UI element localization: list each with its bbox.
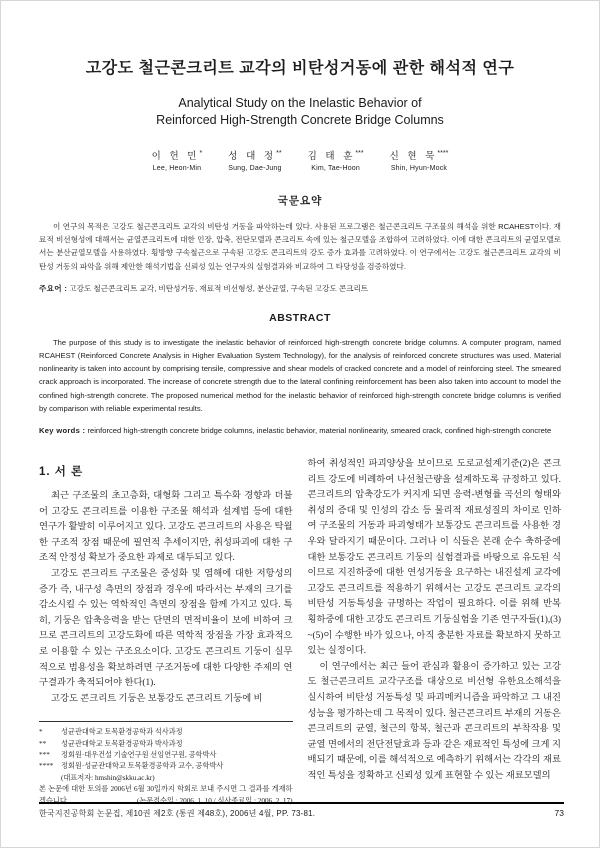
footer-row <box>39 808 564 819</box>
footnote-text: 정회원·대우건설 기술연구원 선임연구원, 공학박사 <box>61 750 217 759</box>
body-columns <box>39 457 561 807</box>
body-paragraph: 최근 구조물의 초고층화, 대형화 그리고 특수화 경향과 더불어 고강도 콘크리트를 이용한 구조물 해석과 설계법 등에 대한 연구가 활발히 이루어지고 있다. 고강도 콘크리트의 사용은 탁월한 구조적 장점 때문에 필연적 추세이지만, 취성파괴에 대한 구조적 안정성 확보가 중요한 과제로 대두되고 있다. <box>39 491 293 564</box>
body-paragraph: 하여 취성적인 파괴양상을 보이므로 도로교설계기준(2)은 콘크리트 강도에 비례하여 나선철근량을 설계하도록 규정하고 있다. 콘크리트의 압축강도가 커지게 되면 응력-변형률 곡선의 형태와 취성의 증대 및 인성의 감소 등 물리적 재료성질의 차이로 인하여 구조물의 거동과 파괴형태가 보통강도 콘크리트를 사용한 경우와 달라지기 때문이다. 그러나 이 식들은 본래 순수 축하중에 대한 보통강도 콘크리트 기둥의 실험결과를 바탕으로 유도된 식이므로 지진하중에 대한 연성거동을 요구하는 내진설계 교각에 고강도 콘크리트를 적용하기 위해서는 고강도 콘크리트 교각의 비탄성 거동특성을 규명하는 작업이 필요하다. 이를 위해 반복 횡하중에 대한 고강도 콘크리트 기둥실험을 기존 연구자들(1),(3)~(5)이 수행한 바가 있으나, 아직 충분한 자료를 확보하지 못하고 있는 실정이다. <box>307 459 561 657</box>
author-affiliation-marker: ** <box>276 149 282 157</box>
author-name-korean <box>228 148 281 162</box>
author-name-text: 성 대 정 <box>228 151 277 162</box>
paper-title-english-line2: Reinforced High-Strength Concrete Bridge Columns <box>156 113 444 127</box>
author-name-text: 이 헌 민 <box>151 151 200 162</box>
footnote-marker: *** <box>39 750 50 759</box>
footnote-block <box>39 717 293 807</box>
section-1-heading: 1. 서 론 <box>39 466 84 479</box>
page-footer <box>39 802 564 819</box>
author-name-english: Kim, Tae-Hoon <box>311 165 360 172</box>
author <box>228 148 281 172</box>
english-keywords-label: Key words : <box>39 426 86 436</box>
footnote-item <box>39 750 293 761</box>
author-name-korean <box>308 148 364 162</box>
korean-keywords-text: 고강도 철근콘크리트 교각, 비탄성거동, 재료적 비선형성, 분산균열, 구속된 고강도 콘크리트 <box>69 283 369 293</box>
author-name-text: 신 현 묵 <box>389 151 438 162</box>
footnote-text: 성균관대학교 토목환경공학과 석사과정 <box>61 728 183 737</box>
footnote-marker: * <box>39 728 43 737</box>
page-number: 73 <box>554 808 564 818</box>
footnote-item <box>39 727 293 738</box>
korean-abstract-heading: 국문요약 <box>277 195 323 207</box>
paper-title-korean: 고강도 철근콘크리트 교각의 비탄성거동에 관한 해석적 연구 <box>85 60 515 77</box>
english-keywords <box>39 425 561 437</box>
english-abstract-heading: ABSTRACT <box>269 311 331 324</box>
author <box>308 148 364 172</box>
author-name-english: Lee, Heon-Min <box>152 165 202 172</box>
author-name-english: Shin, Hyun-Mock <box>390 165 448 172</box>
footnote-separator <box>39 721 293 722</box>
right-column <box>308 457 562 807</box>
body-paragraph: 이 연구에서는 최근 들어 관심과 활용이 증가하고 있는 고강도 철근콘크리트 교각구조를 대상으로 비선형 유한요소해석을 실시하여 비탄성 거동특성 및 파괴메커니즘을 파악하고 그 내진성능을 평가하는데 그 목적이 있다. 철근콘크리트 부재의 거동은 콘크리트의 균열, 철근의 항복, 철근과 콘크리트의 부착작용 및 균열 면에서의 전단전달효과 등과 같은 재료적인 특성에 크게 지배되기 때문에, 이를 해석적으로 예측하기 위해서는 각각의 재료적인 특성을 정확하고 신뢰성 있게 표현할 수 있는 재료모델의 <box>307 661 561 781</box>
body-paragraph: 고강도 콘크리트 기둥은 보통강도 콘크리트 기둥에 비 <box>51 693 263 704</box>
author-list <box>39 148 561 172</box>
author-name-korean <box>390 148 449 162</box>
footnote-marker: **** <box>39 762 54 771</box>
author-affiliation-marker: *** <box>355 149 364 157</box>
footnote-item <box>39 739 293 750</box>
author <box>152 148 203 172</box>
footer-rule <box>39 802 564 804</box>
paper-title-english <box>39 95 561 129</box>
author-name-korean <box>152 148 203 162</box>
author-name-text: 김 태 훈 <box>307 151 356 162</box>
paper-title-english-line1: Analytical Study on the Inelastic Behavior of <box>178 96 422 110</box>
english-keywords-text: reinforced high-strength concrete bridge columns, inelastic behavior, material nonlinearity, smeared crack, confined high-strength concrete <box>87 426 552 436</box>
discussion-note: 본 논문에 대한 토의를 2006년 6월 30일까지 학회로 보내 주시면 그 결과를 게재하겠습니다. <box>39 785 293 805</box>
author-name-english: Sung, Dae-Jung <box>228 165 282 172</box>
korean-keywords <box>39 283 561 295</box>
submission-dates-note: (논문접수일 : 2006. 1. 10 / 심사종료일 : 2006. 2. 17) <box>136 796 293 805</box>
page-content <box>1 55 599 807</box>
footnote-item <box>39 761 293 772</box>
journal-citation: 한국지진공학회 논문집, 제10권 제2호 (통권 제48호), 2006년 4월, PP. 73-81. <box>39 809 316 818</box>
author-affiliation-marker: * <box>199 149 203 157</box>
footnote-text: 정회원·성균관대학교 토목환경공학과 교수, 공학박사 <box>61 762 224 771</box>
english-abstract-body: The purpose of this study is to investigate the inelastic behavior of reinforced high-strength concrete bridge columns. A computer program, named RCAHEST (Reinforced Concrete Analysis in Higher Evaluation System Technology), for the analysis of reinforced concrete structures was used. Material nonlinearity is taken into account by comprising tensile, compressive and shear models of cracked concrete and a model of reinforcing steel. The smeared crack approach is incorporated. The increase of concrete strength due to the lateral confining reinforcement has been also taken into account to model the confined high-strength concrete. The proposed numerical method for the inelastic behavior of reinforced high-strength concrete bridge columns is verified by comparison with reliable experimental results. <box>39 337 561 413</box>
corresponding-author-note: (대표저자: hmshin@skku.ac.kr) <box>61 773 155 782</box>
footnote-text: 성균관대학교 토목환경공학과 박사과정 <box>61 739 183 748</box>
body-paragraph: 고강도 콘크리트 구조물은 중성화 및 염해에 대한 저항성의 증가 즉, 내구성 측면의 장점과 경우에 따라서는 부재의 크기를 감소시킬 수 있는 역학적인 측면의 장점을 함께 가지고 있다. 특히, 기둥은 압축응력을 받는 단면의 면적비율이 보에 비하여 크므로 콘크리트의 고강도화에 따른 역학적 장점을 가장 효과적으로 이용할 수 있는 구조요소이다. 고강도 콘크리트 기둥이 실무적으로 범용성을 확보하려면 구조거동에 대한 다양한 주제의 연구결과가 축적되어야 한다(1). <box>39 569 293 689</box>
footnote-marker: ** <box>39 739 47 748</box>
author-affiliation-marker: **** <box>437 149 449 157</box>
author <box>390 148 449 172</box>
korean-abstract-body: 이 연구의 목적은 고강도 철근콘크리트 교각의 비탄성 거동을 파악하는데 있다. 사용된 프로그램은 철근콘크리트 구조물의 해석을 위한 RCAHEST이다. 재료적 비선형성에 대해서는 균열콘크리트에 대한 인장, 압축, 전단모델과 콘크리트 속에 있는 철근모델을 조합하여 고려하였다. 이에 대한 콘크리트의 균열모델로서는 분산균열모델을 사용하였다. 횡방향 구속철근으로 구속된 고강도 콘크리트의 강도 증가 효과를 고려하였다. 이 연구에서는 고강도 철근콘크리트 교각의 비탄성 거동의 파악을 위해 제안한 해석기법을 신뢰성 있는 연구자의 실험결과와 비교하여 그 타당성을 검증하였다. <box>39 222 561 271</box>
korean-keywords-label: 주요어 : <box>39 283 68 293</box>
left-column <box>39 457 293 807</box>
